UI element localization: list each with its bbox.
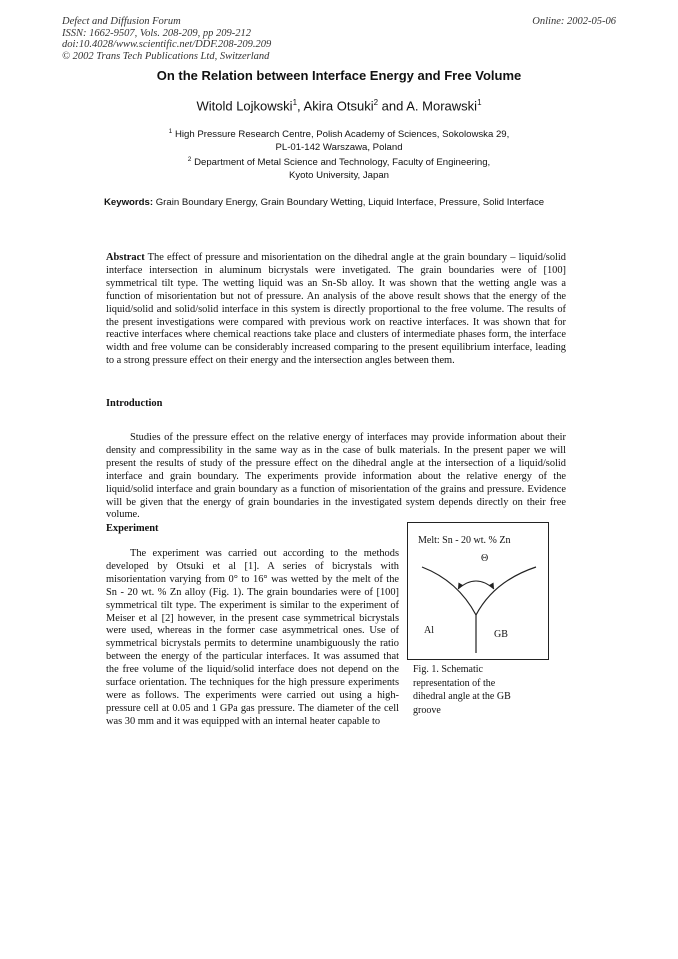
- affiliation-mark: 2: [187, 156, 192, 163]
- online-date: Online: 2002-05-06: [532, 16, 616, 27]
- theta-label: Θ: [481, 553, 489, 564]
- experiment-paragraph: The experiment was carried out according to the methods developed by Otsuki et al [1]. A series of bicrystals with misorientation varying from 0° to 16° was wetted by the melt of the Sn - 20 wt. % Zn alloy (Fig. 1). The grain boundaries were of [100] symmetrical tilt type. The experiment is similar to the experiment of Meiser et al [2] however, in the present case symmetrical bicrystals were used, whereas in the former case asymmetrical ones. Use of symmetrical bicrystals permits to determine unambiguously the ratio between the energy of the particular interfaces. It was assumed that the free volume of the liquid/solid interface does not depend on the surface orientation. The techniques for the high pressure experiments were as follows. The experiments were carried out using a high-pressure cell at 0.05 and 1 GPa gas pressure. The diameter of the cell was 30 mm and it was equipped with an internal heater capable to: [106, 548, 399, 727]
- figure-1: [407, 522, 549, 660]
- abstract-text: The effect of pressure and misorientation on the dihedral angle at the grain boundary – liquid/solid interface intersection in aluminum bicrystals were invetigated. The grain boundaries were of [100] symmetrical tilt type. The wetting liquid was an Sn-Sb alloy. It was shown that the wetting angle was a function of misorientation but not of pressure. An analysis of the above result shows that the energy of the liquid/solid and solid/solid interface in this system is directly proportional to the free volume. The results of the present investigations were compared with previous work on reactive interfaces. It was shown that for reactive interfaces where chemical reactions take place and clusters of intermediate phases form, the interface width and free volume can be considerably increased comparing to the present equilibrium interface, leading to a strong pressure effect on their energy and the intersection angles between them.: [106, 252, 566, 367]
- section-heading-introduction: Introduction: [106, 398, 163, 409]
- affiliation-1: [0, 126, 678, 154]
- copyright-line: © 2002 Trans Tech Publications Ltd, Switzerland: [62, 50, 270, 62]
- arc-arrow-left: [458, 583, 464, 590]
- arc-arrow-right: [489, 583, 495, 590]
- keywords-text: Grain Boundary Energy, Grain Boundary Wetting, Liquid Interface, Pressure, Solid Interface: [155, 197, 545, 208]
- journal-metadata: [62, 16, 271, 62]
- section-heading-experiment: Experiment: [106, 523, 159, 534]
- issn-line: ISSN: 1662-9507, Vols. 208-209, pp 209-212: [62, 27, 251, 39]
- affiliation-mark: 1: [168, 128, 173, 135]
- affiliation-line: Kyoto University, Japan: [288, 169, 390, 181]
- keywords-label: Keywords:: [104, 197, 154, 208]
- gb-label: GB: [494, 629, 508, 640]
- melt-label: Melt: Sn - 20 wt. % Zn: [418, 535, 511, 546]
- author-name: Akira Otsuki: [303, 98, 374, 114]
- author-name: A. Morawski: [406, 98, 478, 114]
- introduction-paragraph: Studies of the pressure effect on the relative energy of interfaces may provide information about their density and compressibility in the same way as in the case of bulk materials. In the present paper we will present the results of study of the pressure effect on the dihedral angle at the intersection of a liquid/solid interface and grain boundary. The experiments provide information about the relative energy of the liquid/solid interface and grain boundary as a function of misorientation of the grains and pressure. Evidence will be given that the energy of grain boundaries in the investigated system depends directly on their free volume.: [106, 432, 566, 521]
- affiliation-mark: 1: [477, 98, 482, 107]
- abstract-label: Abstract: [106, 252, 145, 263]
- doi-link[interactable]: doi:10.4028/www.scientific.net/DDF.208-209.209: [62, 39, 272, 51]
- dihedral-angle-arc: [458, 581, 494, 589]
- liquid-solid-interface-right: [476, 567, 536, 615]
- al-label: Al: [424, 625, 434, 636]
- keywords: [104, 197, 570, 209]
- paper-title: On the Relation between Interface Energy and Free Volume: [156, 68, 522, 83]
- author-separator: ,: [297, 98, 304, 114]
- author-separator: and: [378, 98, 407, 114]
- affiliation-mark: 2: [373, 98, 379, 107]
- liquid-solid-interface-left: [422, 567, 476, 615]
- affiliation-line: PL-01-142 Warszawa, Poland: [275, 141, 403, 153]
- figure-caption: Fig. 1. Schematic representation of the dihedral angle at the GB groove: [413, 664, 511, 716]
- abstract: [106, 252, 566, 368]
- affiliation-mark: 1: [292, 98, 298, 107]
- affiliation-line: High Pressure Research Centre, Polish Academy of Sciences, Sokolowska 29,: [174, 129, 510, 141]
- author-list: [0, 98, 678, 113]
- journal-name: Defect and Diffusion Forum: [62, 16, 181, 27]
- author-name: Witold Lojkowski: [196, 98, 293, 114]
- affiliation-line: Department of Metal Science and Technology, Faculty of Engineering,: [194, 157, 491, 169]
- affiliation-2: [0, 154, 678, 182]
